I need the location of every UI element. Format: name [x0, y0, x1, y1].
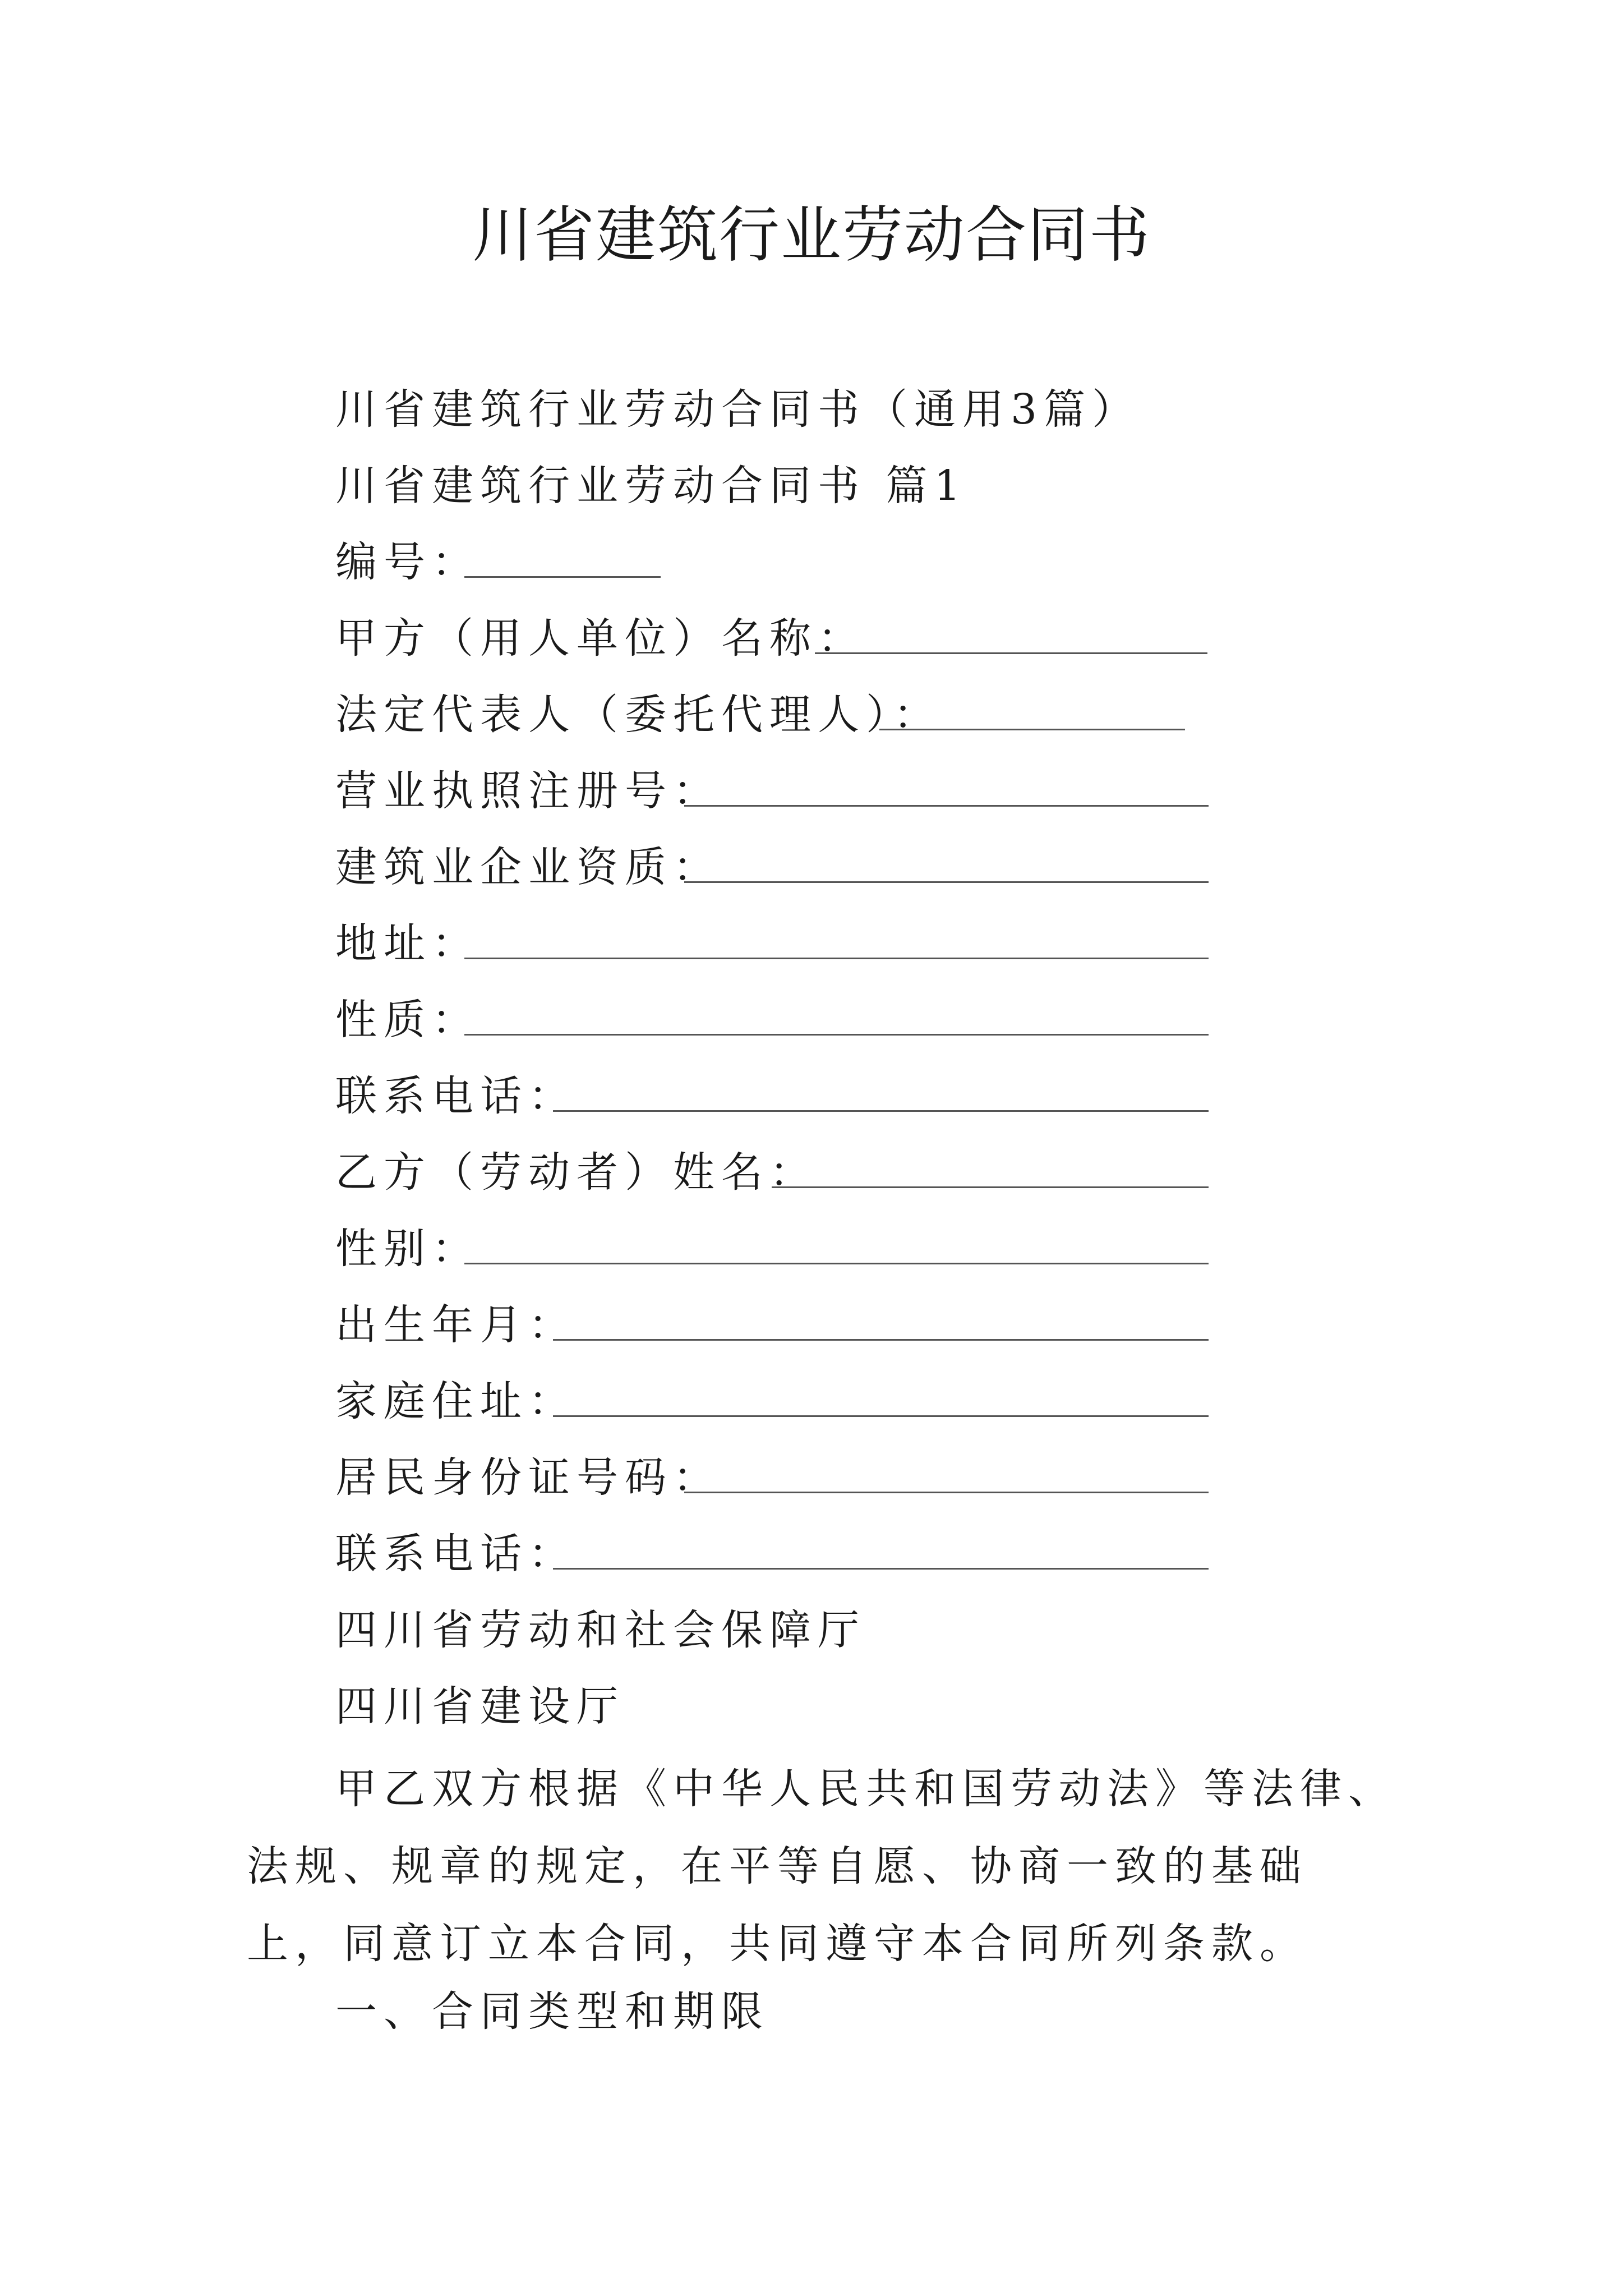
field-label: 联系电话：: [335, 1072, 577, 1120]
field-blank: [684, 805, 1209, 807]
field-blank: [879, 729, 1185, 730]
field-label: 地址：: [335, 919, 480, 968]
field-label: 联系电话：: [335, 1530, 577, 1578]
field-id-number: [335, 1447, 1233, 1508]
field-blank: [684, 1492, 1209, 1493]
field-number: [335, 531, 1233, 593]
field-blank: [464, 1263, 1209, 1264]
field-label: 乙方（劳动者）姓名：: [335, 1148, 818, 1197]
field-label: 编号：: [335, 538, 480, 586]
field-label: 家庭住址：: [335, 1377, 577, 1425]
section-heading: 川省建筑行业劳动合同书 篇1: [335, 462, 967, 510]
issuer-labor-department: 四川省劳动和社会保障厅: [335, 1606, 866, 1654]
field-blank: [553, 1110, 1209, 1112]
field-blank: [553, 1339, 1209, 1341]
field-label: 居民身份证号码：: [335, 1453, 721, 1502]
field-qualification: [335, 836, 1233, 898]
field-business-license: [335, 760, 1233, 822]
field-blank: [553, 1568, 1209, 1570]
field-label: 性质：: [335, 996, 480, 1044]
field-blank: [464, 958, 1209, 959]
intro-paragraph: 甲乙双方根据《中华人民共和国劳动法》等法律、法规、规章的规定，在平等自愿、协商一致的基础上，同意订立本合同，共同遵守本合同所列条款。: [247, 1765, 1396, 1968]
field-label: 法定代表人（委托代理人）：: [335, 691, 942, 739]
field-employee-name: [335, 1142, 1233, 1203]
field-label: 建筑业企业资质：: [335, 843, 721, 891]
field-blank: [684, 881, 1209, 883]
issuer-construction-department: 四川省建设厅: [335, 1682, 625, 1731]
clause-heading: 一、合同类型和期限: [335, 1987, 769, 2036]
field-label: 性别：: [335, 1225, 480, 1273]
document-subtitle: 川省建筑行业劳动合同书（通用3篇）: [335, 385, 1141, 434]
field-blank: [772, 1186, 1209, 1188]
field-birth-date: [335, 1294, 1233, 1356]
field-home-address: [335, 1370, 1233, 1432]
field-blank: [815, 652, 1207, 654]
field-label: 营业执照注册号：: [335, 767, 721, 815]
field-employer-phone: [335, 1065, 1233, 1127]
field-blank: [464, 576, 661, 578]
field-address: [335, 913, 1233, 974]
field-employee-phone: [335, 1523, 1233, 1585]
field-employer-name: [335, 608, 1233, 669]
field-blank: [553, 1415, 1209, 1417]
field-blank: [464, 1034, 1209, 1036]
field-legal-representative: [335, 684, 1233, 746]
field-gender: [335, 1218, 1233, 1280]
field-label: 出生年月：: [335, 1301, 577, 1349]
field-label: 甲方（用人单位）名称：: [335, 614, 866, 662]
document-title: 川省建筑行业劳动合同书: [472, 200, 1151, 270]
field-nature: [335, 989, 1233, 1051]
